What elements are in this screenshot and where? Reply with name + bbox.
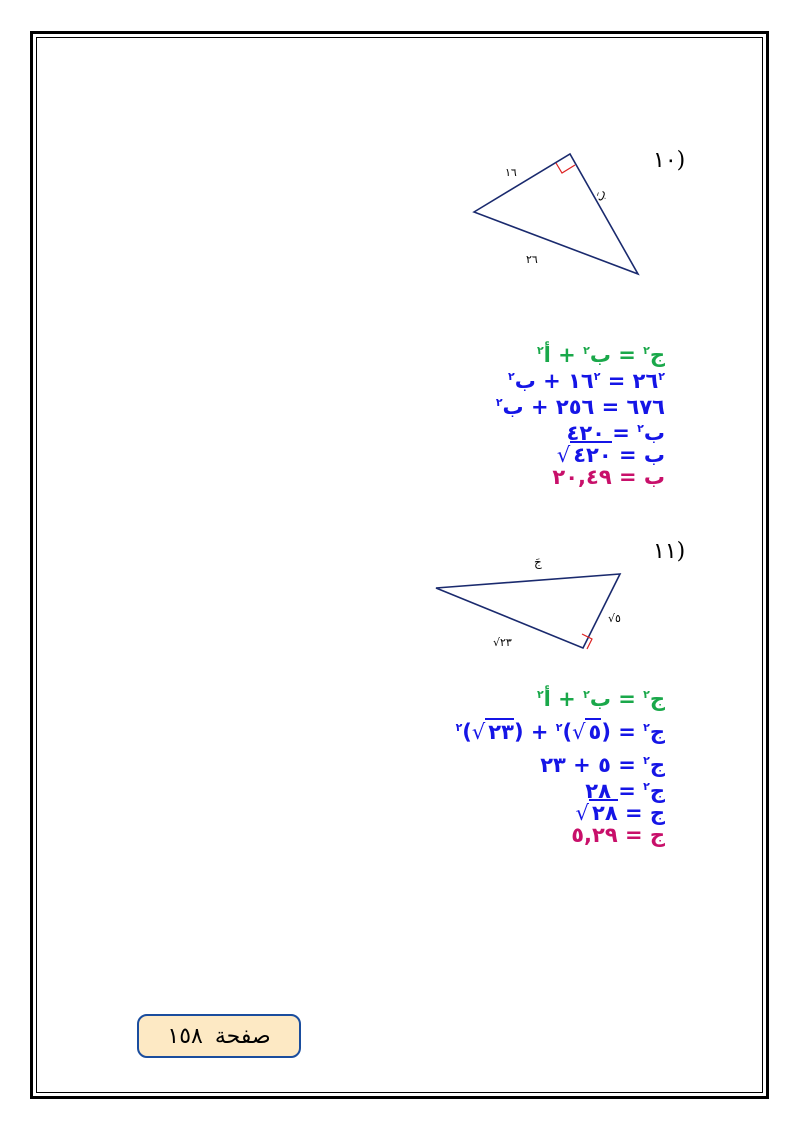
right-triangle-figure (430, 552, 650, 662)
side-label-top: جَ (534, 555, 542, 569)
problem-number: (١١ (653, 539, 686, 564)
problem-number: (١٠ (653, 148, 686, 173)
solution-steps (456, 684, 665, 846)
step-add: ج$^٢$ = ٥ + ٢٣ (540, 753, 665, 777)
page-word: صفحة (214, 1023, 271, 1049)
side-label-bottom: ٢٦ (526, 253, 538, 266)
side-label-bottom: √٢٣ (493, 636, 512, 649)
side-label-right: بَ (591, 186, 610, 204)
step-answer: ب = ٢٠,٤٩ (552, 465, 665, 489)
step-substitute: ج$^٢$ = (٥√)$^٢$ + (٢٣√)$^٢$ (455, 720, 665, 744)
page-number-label (137, 1014, 301, 1058)
step-substitute: $٢٦^٢$ = $١٦^٢$ + ب$^٢$ (508, 369, 665, 393)
right-triangle-figure (460, 145, 660, 285)
solution-steps (496, 340, 665, 488)
step-isolate: ج$^٢$ = ٢٨ (585, 779, 665, 803)
step-square: ٦٧٦ = ٢٥٦ + ب$^٢$ (495, 395, 665, 419)
step-root: ج = ٢٨√ (575, 801, 665, 825)
side-label-right: √٥ (608, 612, 621, 625)
step-root: ب = ٤٢٠√ (556, 443, 665, 467)
side-label-top: ١٦ (505, 166, 517, 179)
page-number: ١٥٨ (167, 1023, 203, 1049)
step-isolate: ب$^٢$ = ٤٢٠ (566, 421, 665, 445)
step-formula: ج$^٢$ = ب$^٢$ + أ$^٢$ (536, 687, 665, 711)
step-answer: ج = ٥,٢٩ (571, 823, 665, 847)
step-formula: ج$^٢$ = ب$^٢$ + أ$^٢$ (536, 343, 665, 367)
